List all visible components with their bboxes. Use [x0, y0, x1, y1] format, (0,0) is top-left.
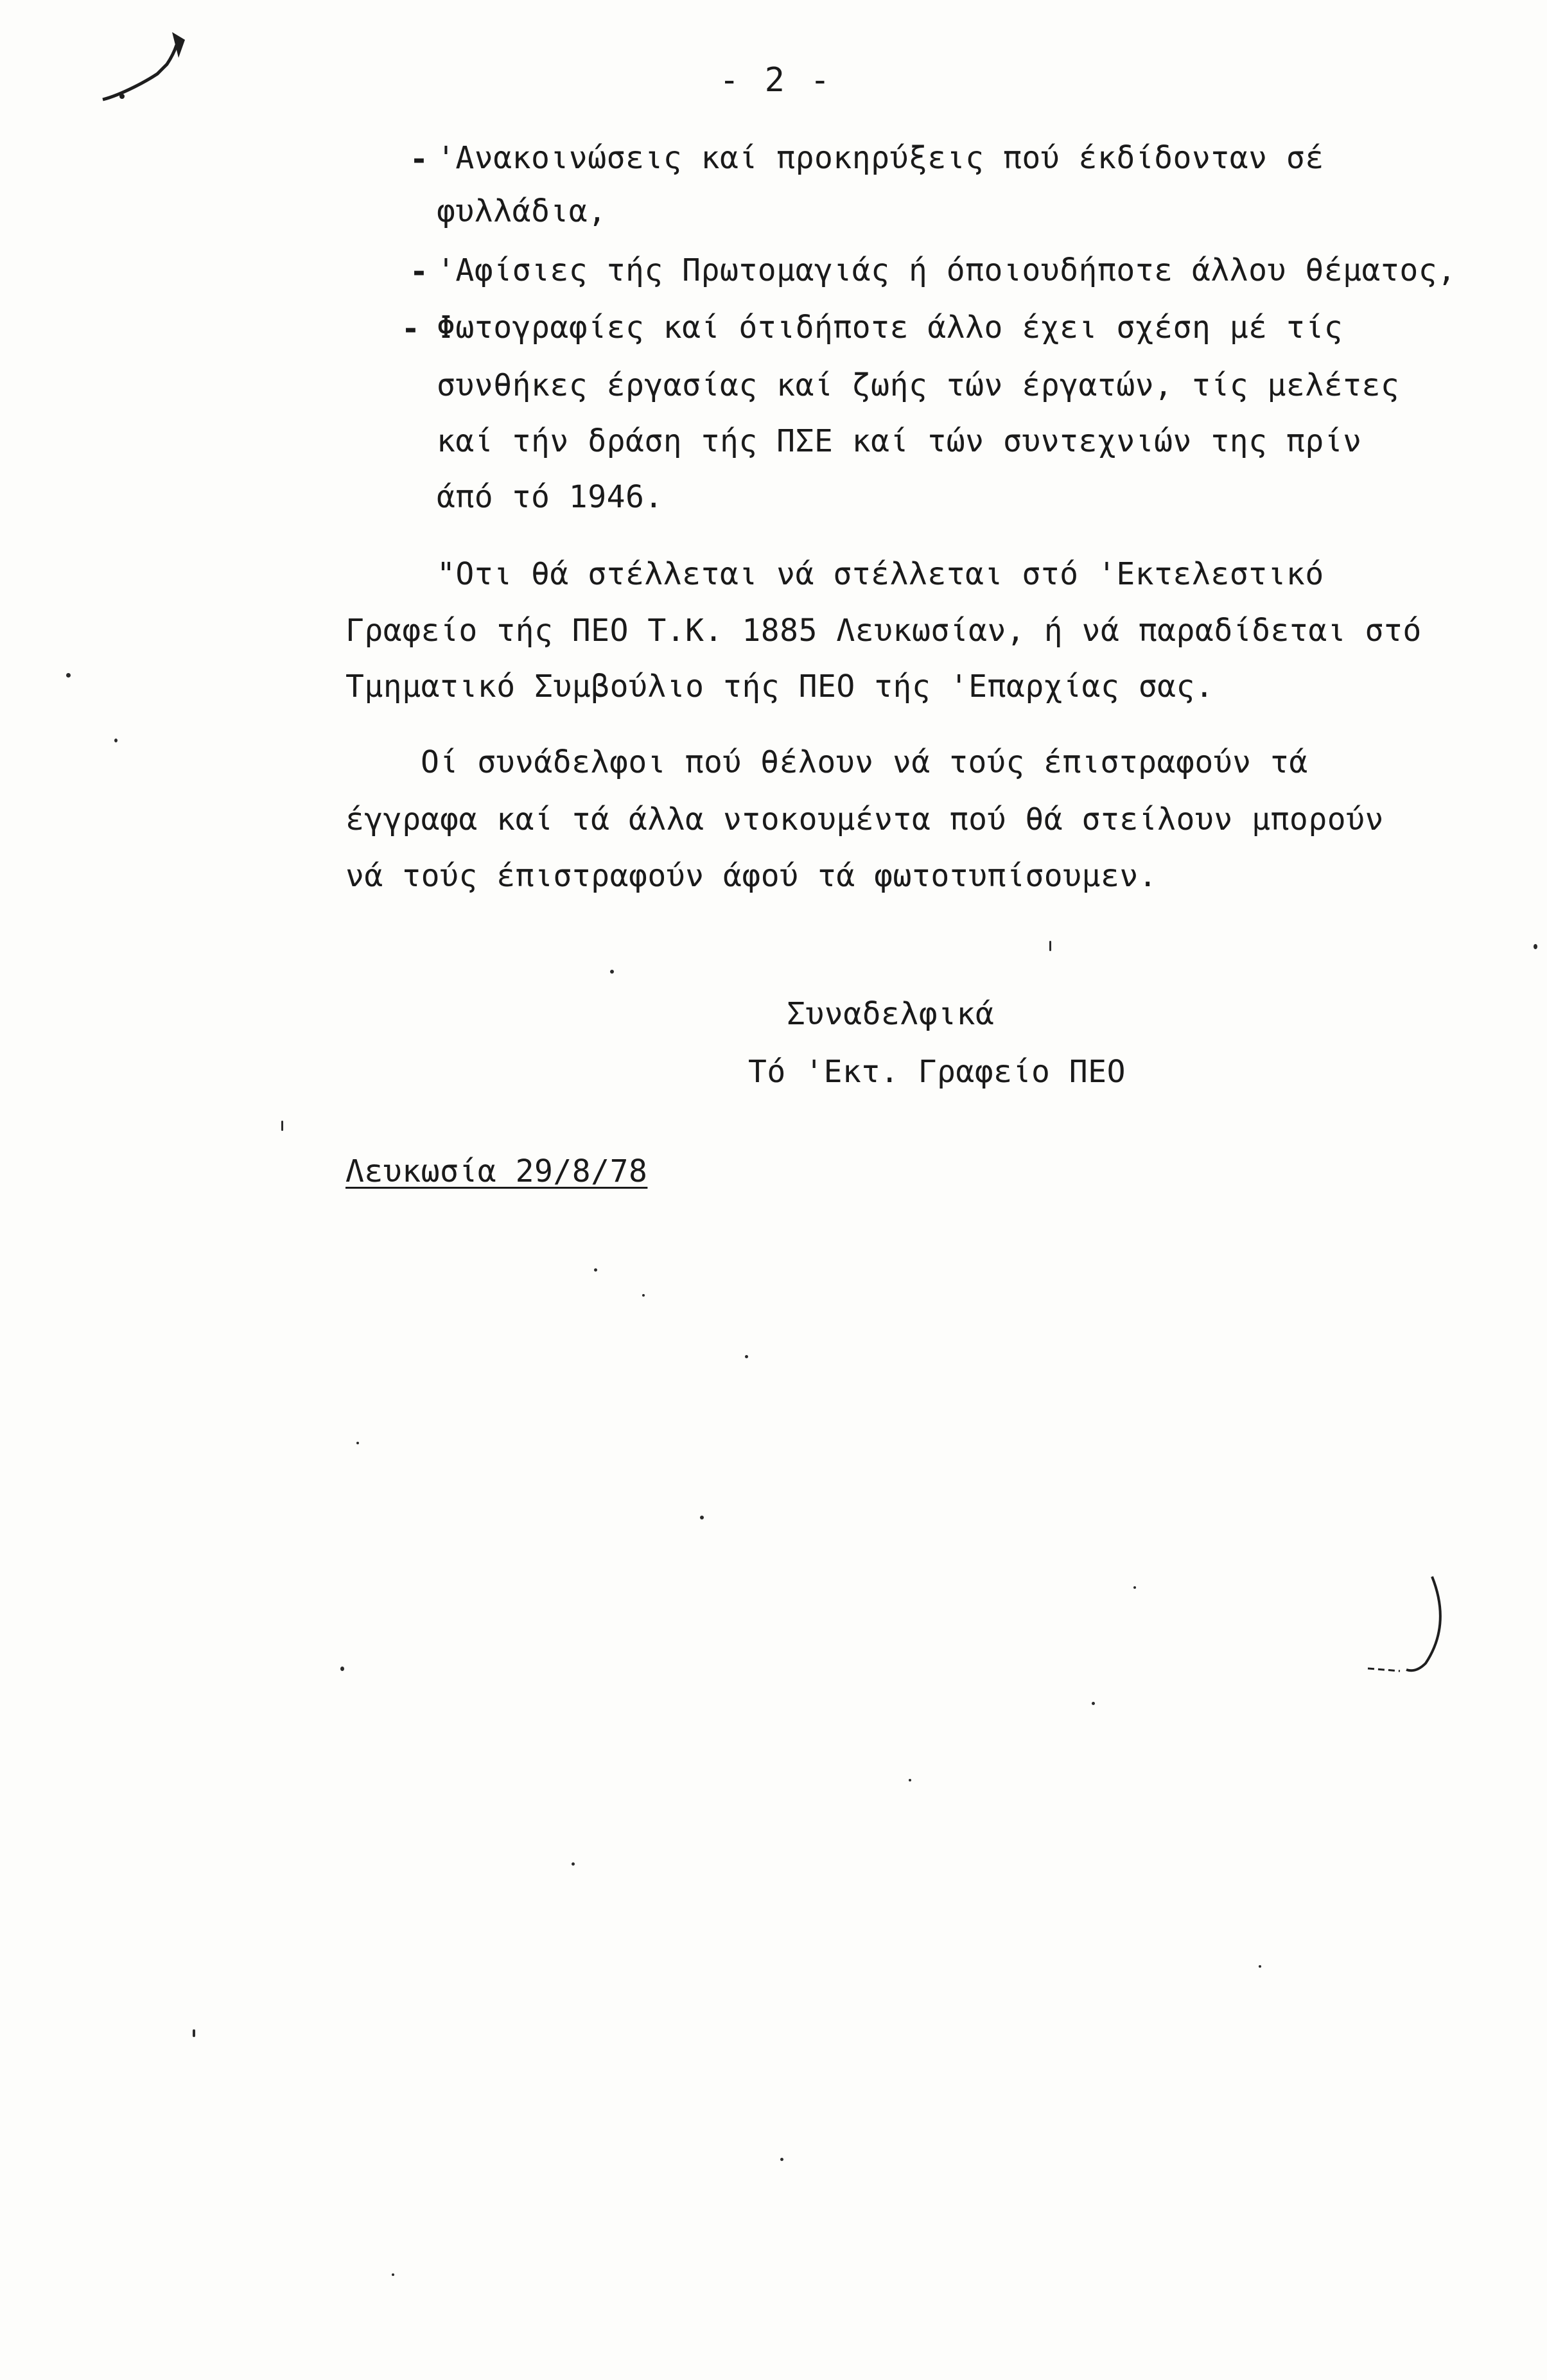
- bracket-mark: [1361, 1567, 1451, 1683]
- bullet-3-line-4: άπό τό 1946.: [437, 479, 663, 515]
- scan-speck: [700, 1516, 704, 1519]
- scan-speck: [1092, 1702, 1095, 1705]
- scan-speck: [340, 1667, 344, 1671]
- scan-speck: [909, 1779, 911, 1781]
- scan-speck: [356, 1442, 359, 1444]
- scan-speck: [780, 2158, 783, 2161]
- scan-speck: [392, 2273, 394, 2276]
- scan-speck: [642, 1294, 645, 1297]
- paragraph-2-line-3: νά τούς έπιστραφούν άφού τά φωτοτυπίσουμεν.: [345, 858, 1158, 894]
- bullet-1-line-1: 'Ανακοινώσεις καί προκηρύξεις πού έκδίδονταν σέ: [437, 140, 1324, 176]
- paragraph-2-line-2: έγγραφα καί τά άλλα ντοκουμέντα πού θά στείλουν μπορούν: [345, 801, 1384, 837]
- signature-line: Τό 'Εκτ. Γραφείο ΠΕΟ: [748, 1054, 1126, 1090]
- scan-speck: [745, 1355, 748, 1358]
- bullet-3-line-2: συνθήκες έργασίας καί ζωής τών έργατών, τίς μελέτες: [437, 367, 1400, 403]
- scan-speck: [1049, 941, 1051, 951]
- bullet-3-line-1: Φωτογραφίες καί ότιδήποτε άλλο έχει σχέση μέ τίς: [437, 310, 1343, 346]
- scan-speck: [114, 739, 118, 742]
- scan-speck: [281, 1121, 283, 1131]
- date-line: Λευκωσία 29/8/78: [345, 1153, 648, 1189]
- closing-salutation: Συναδελφικά: [787, 996, 995, 1032]
- bullet-3-line-3: καί τήν δράση τής ΠΣΕ καί τών συντεχνιών της πρίν: [437, 423, 1362, 459]
- bullet-dash: -: [410, 254, 428, 290]
- scan-speck: [610, 970, 614, 974]
- scan-speck: [1133, 1586, 1136, 1589]
- paragraph-1-line-1: "Οτι θά στέλλεται νά στέλλεται στό 'Εκτελεστικό: [437, 556, 1324, 592]
- bullet-1-line-2: φυλλάδια,: [437, 193, 607, 229]
- bullet-dash: -: [410, 141, 428, 177]
- scan-speck: [1259, 1965, 1261, 1968]
- page-number: - 2 -: [719, 61, 833, 100]
- paragraph-1-line-3: Τμηματικό Συμβούλιο τής ΠΕΟ τής 'Επαρχίας σας.: [345, 669, 1214, 704]
- paragraph-1-line-2: Γραφείο τής ΠΕΟ Τ.Κ. 1885 Λευκωσίαν, ή νά παραδίδεται στό: [345, 613, 1422, 649]
- scan-speck: [594, 1268, 597, 1272]
- scan-speck: [1534, 944, 1537, 949]
- bullet-2-line-1: 'Αφίσιες τής Πρωτομαγιάς ή όποιουδήποτε άλλου θέματος,: [437, 252, 1456, 288]
- scan-speck: [572, 1862, 575, 1866]
- scan-speck: [193, 2029, 195, 2037]
- scan-speck: [66, 673, 71, 678]
- bullet-dash: -: [401, 311, 420, 347]
- paragraph-2-line-1: Οί συνάδελφοι πού θέλουν νά τούς έπιστραφούν τά: [421, 744, 1308, 780]
- corner-mark: [96, 26, 193, 109]
